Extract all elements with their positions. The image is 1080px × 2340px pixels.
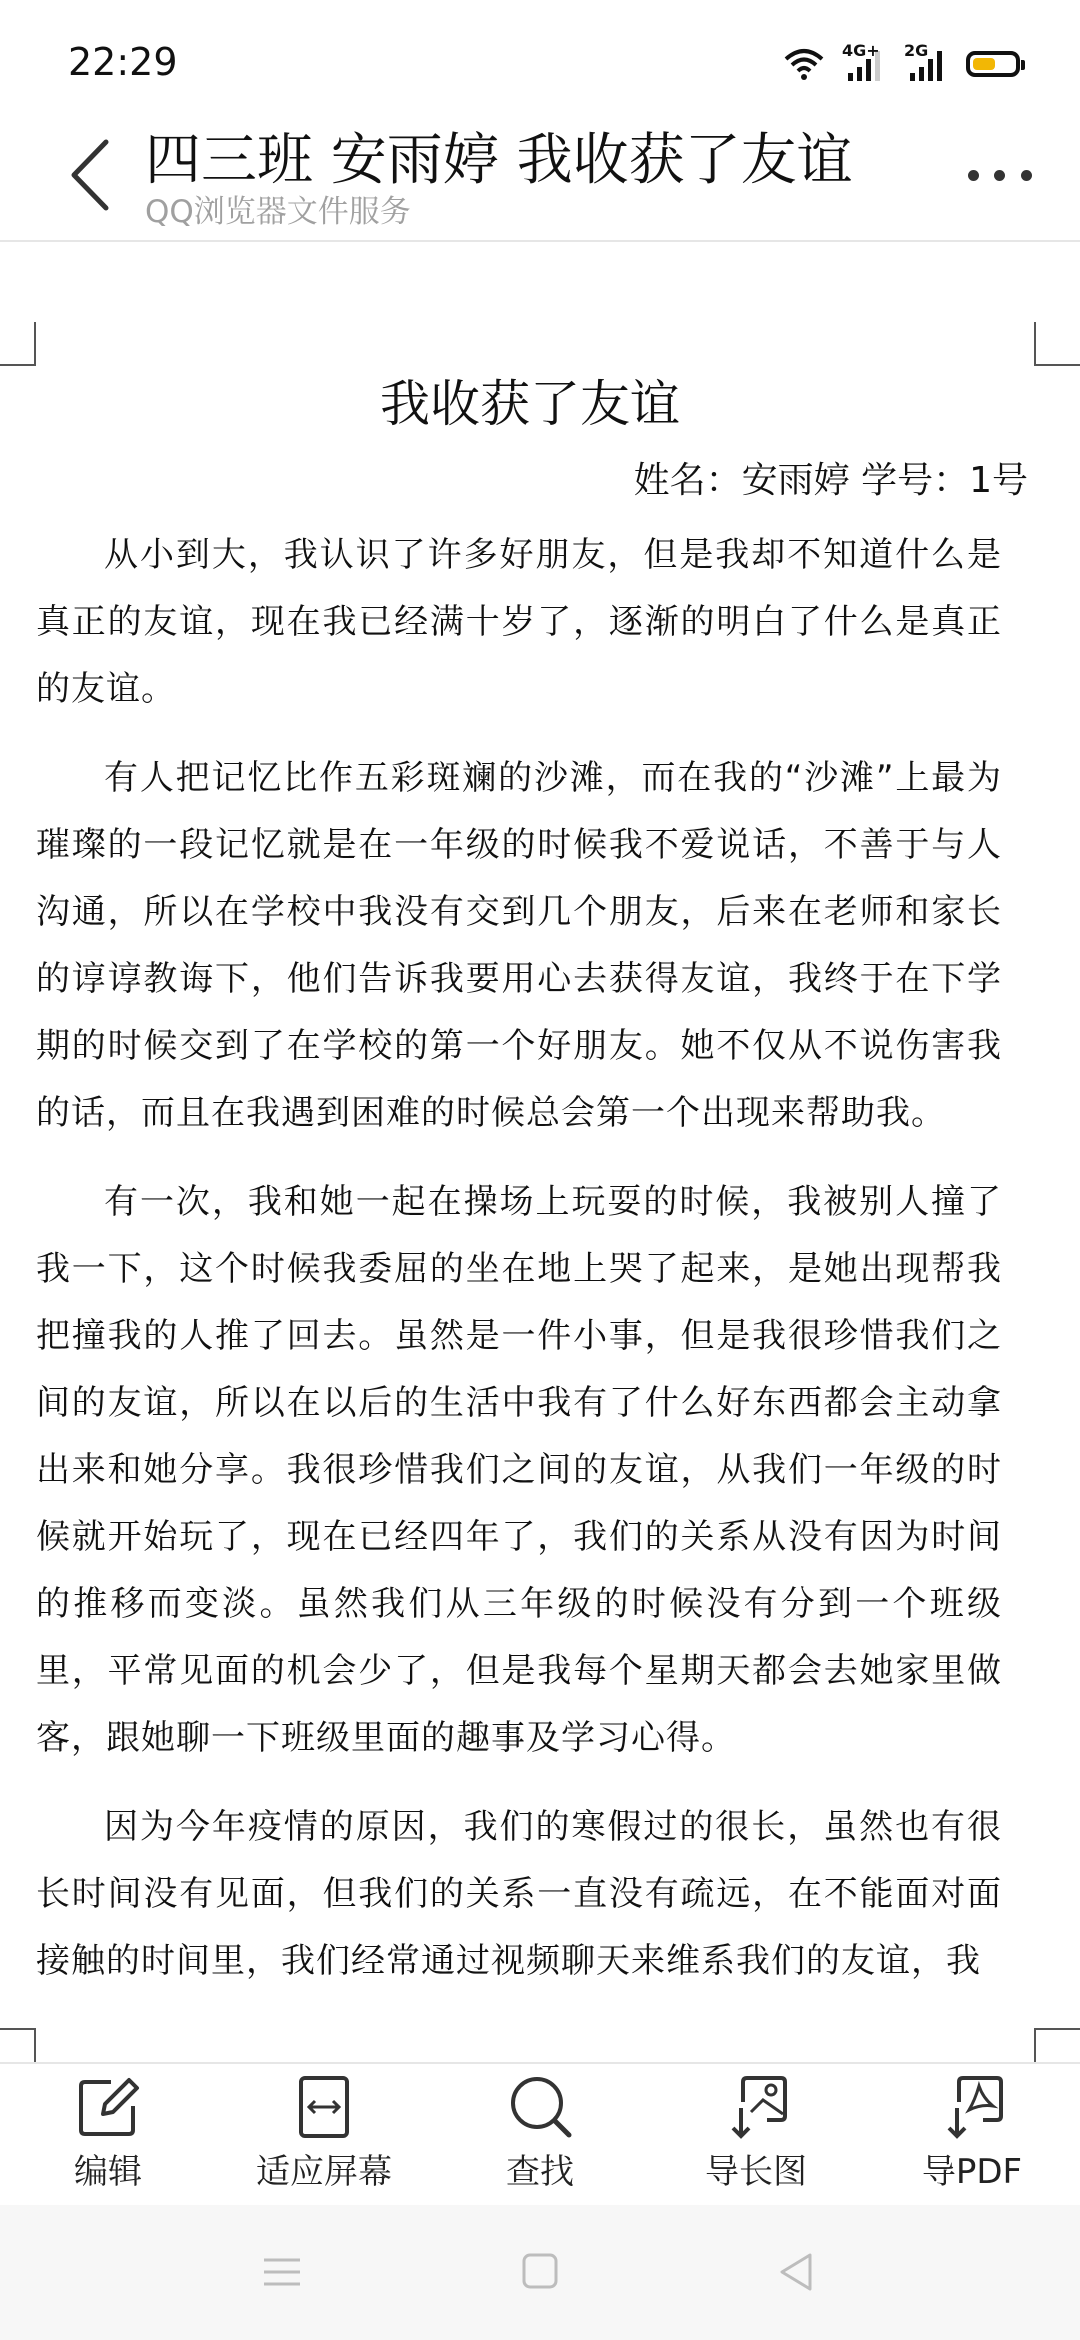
status-time: 22:29 bbox=[68, 40, 178, 84]
edit-button[interactable]: 编辑 bbox=[8, 2074, 208, 2204]
fit-screen-icon bbox=[291, 2074, 357, 2140]
menu-icon bbox=[252, 2247, 312, 2297]
title-bar bbox=[0, 110, 1080, 242]
search-icon bbox=[507, 2074, 573, 2140]
edit-icon bbox=[75, 2074, 141, 2140]
export-long-image-button[interactable]: 导长图 bbox=[656, 2074, 856, 2204]
home-nav-button[interactable] bbox=[510, 2247, 570, 2297]
menu-nav-button[interactable] bbox=[252, 2247, 312, 2297]
page-corner-mark bbox=[1034, 2028, 1080, 2062]
paragraph: 因为今年疫情的原因，我们的寒假过的很长，虽然也有很长时间没有见面，但我们的关系一直没有疏远，在不能面对面接触的时间里，我们经常通过视频聊天来维系我们的友谊，我 bbox=[36, 1807, 1002, 1981]
wifi-icon bbox=[784, 47, 824, 81]
fit-screen-button[interactable]: 适应屏幕 bbox=[224, 2074, 424, 2204]
more-options-button[interactable] bbox=[960, 150, 1040, 200]
chevron-left-icon bbox=[60, 130, 120, 220]
find-button[interactable]: 查找 bbox=[440, 2074, 640, 2204]
back-nav-button[interactable] bbox=[768, 2247, 828, 2297]
essay-title: 我收获了友谊 bbox=[380, 375, 680, 433]
page-corner-mark bbox=[1034, 322, 1080, 366]
paragraph: 从小到大，我认识了许多好朋友，但是我却不知道什么是真正的友谊，现在我已经满十岁了，逐渐的明白了什么是真正的友谊。 bbox=[36, 535, 1002, 709]
home-square-icon bbox=[510, 2247, 570, 2297]
page-subtitle: QQ浏览器文件服务 bbox=[145, 194, 411, 230]
back-button[interactable] bbox=[60, 130, 120, 220]
pdf-icon bbox=[939, 2074, 1005, 2140]
paragraph: 有人把记忆比作五彩斑斓的沙滩，而在我的“沙滩”上最为璀璨的一段记忆就是在一年级的时候我不爱说话，不善于与人沟通，所以在学校中我没有交到几个朋友，后来在老师和家长的谆谆教诲下，他们告诉我要用心去获得友谊，我终于在下学期的时候交到了在学校的第一个好朋友。她不仅从不说伤害我的话，而且在我遇到困难的时候总会第一个出现来帮助我。 bbox=[36, 758, 1002, 1133]
page-corner-mark bbox=[0, 2028, 36, 2062]
essay-body bbox=[36, 522, 1002, 2017]
document-viewer[interactable] bbox=[0, 242, 1080, 2062]
system-nav-bar bbox=[0, 2205, 1080, 2340]
more-dots-icon bbox=[968, 170, 979, 181]
author-line: 姓名：安雨婷 学号：1号 bbox=[633, 460, 1028, 501]
battery-icon bbox=[966, 51, 1020, 77]
export-pdf-button[interactable]: 导PDF bbox=[872, 2074, 1072, 2204]
signal-2g-icon: 2G bbox=[904, 45, 948, 83]
back-triangle-icon bbox=[768, 2247, 828, 2297]
page-title: 四三班 安雨婷 我收获了友谊 bbox=[145, 128, 853, 193]
bottom-toolbar bbox=[0, 2062, 1080, 2204]
paragraph: 有一次，我和她一起在操场上玩耍的时候，我被别人撞了我一下，这个时候我委屈的坐在地上哭了起来，是她出现帮我把撞我的人推了回去。虽然是一件小事，但是我很珍惜我们之间的友谊，所以在以后的生活中我有了什么好东西都会主动拿出来和她分享。我很珍惜我们之间的友谊，从我们一年级的时候就开始玩了，现在已经四年了，我们的关系从没有因为时间的推移而变淡。虽然我们从三年级的时候没有分到一个班级里，平常见面的机会少了，但是我每个星期天都会去她家里做客，跟她聊一下班级里面的趣事及学习心得。 bbox=[36, 1182, 1002, 1758]
signal-4g-icon: 4G+ bbox=[842, 45, 886, 83]
status-icons bbox=[784, 41, 1020, 84]
export-image-icon bbox=[723, 2074, 789, 2140]
page-corner-mark bbox=[0, 322, 36, 366]
